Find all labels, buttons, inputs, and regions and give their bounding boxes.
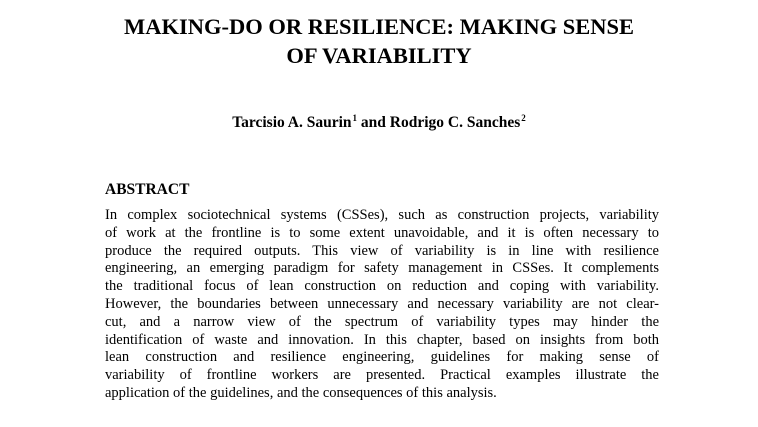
abstract-line: application of the guidelines, and the consequences of this analysis. bbox=[105, 384, 497, 401]
abstract-line: variability of frontline workers are presented. Practical examples illustrate the bbox=[105, 367, 659, 384]
abstract-line: produce the required outputs. This view of variability is in line with resilience bbox=[105, 242, 659, 259]
abstract-line: In complex sociotechnical systems (CSSes), such as construction projects, variability bbox=[105, 207, 659, 223]
paper-title bbox=[0, 12, 758, 70]
affiliation-marker: 2 bbox=[521, 113, 526, 123]
affiliation-marker: 1 bbox=[352, 113, 358, 123]
paper-title-line-2: OF VARIABILITY bbox=[286, 43, 472, 68]
abstract-body bbox=[105, 207, 659, 403]
abstract-line: of work at the frontline is to some extent unavoidable, and it is often necessary to bbox=[105, 224, 659, 241]
author-name: Tarcisio A. Saurin bbox=[232, 114, 352, 131]
abstract-line: the traditional focus of lean construction on reduction and coping with variability. bbox=[105, 278, 659, 295]
abstract-line: engineering, an emerging paradigm for safety management in CSSes. It complements bbox=[105, 260, 659, 277]
author-name: Rodrigo C. Sanches bbox=[389, 114, 521, 131]
paper-title-line-1: MAKING-DO OR RESILIENCE: MAKING SENSE bbox=[123, 14, 635, 39]
author-connector: and bbox=[360, 114, 386, 131]
author-list bbox=[0, 113, 758, 134]
abstract-line: cut, and a narrow view of the spectrum of variability types may hinder the bbox=[105, 313, 659, 330]
abstract-heading: ABSTRACT bbox=[105, 181, 190, 198]
abstract-line: lean construction and resilience engineering, guidelines for making sense of bbox=[105, 349, 659, 366]
abstract-line: identification of waste and innovation. In this chapter, based on insights from both bbox=[105, 331, 659, 348]
abstract-line: However, the boundaries between unnecessary and necessary variability are not clear- bbox=[105, 295, 659, 312]
